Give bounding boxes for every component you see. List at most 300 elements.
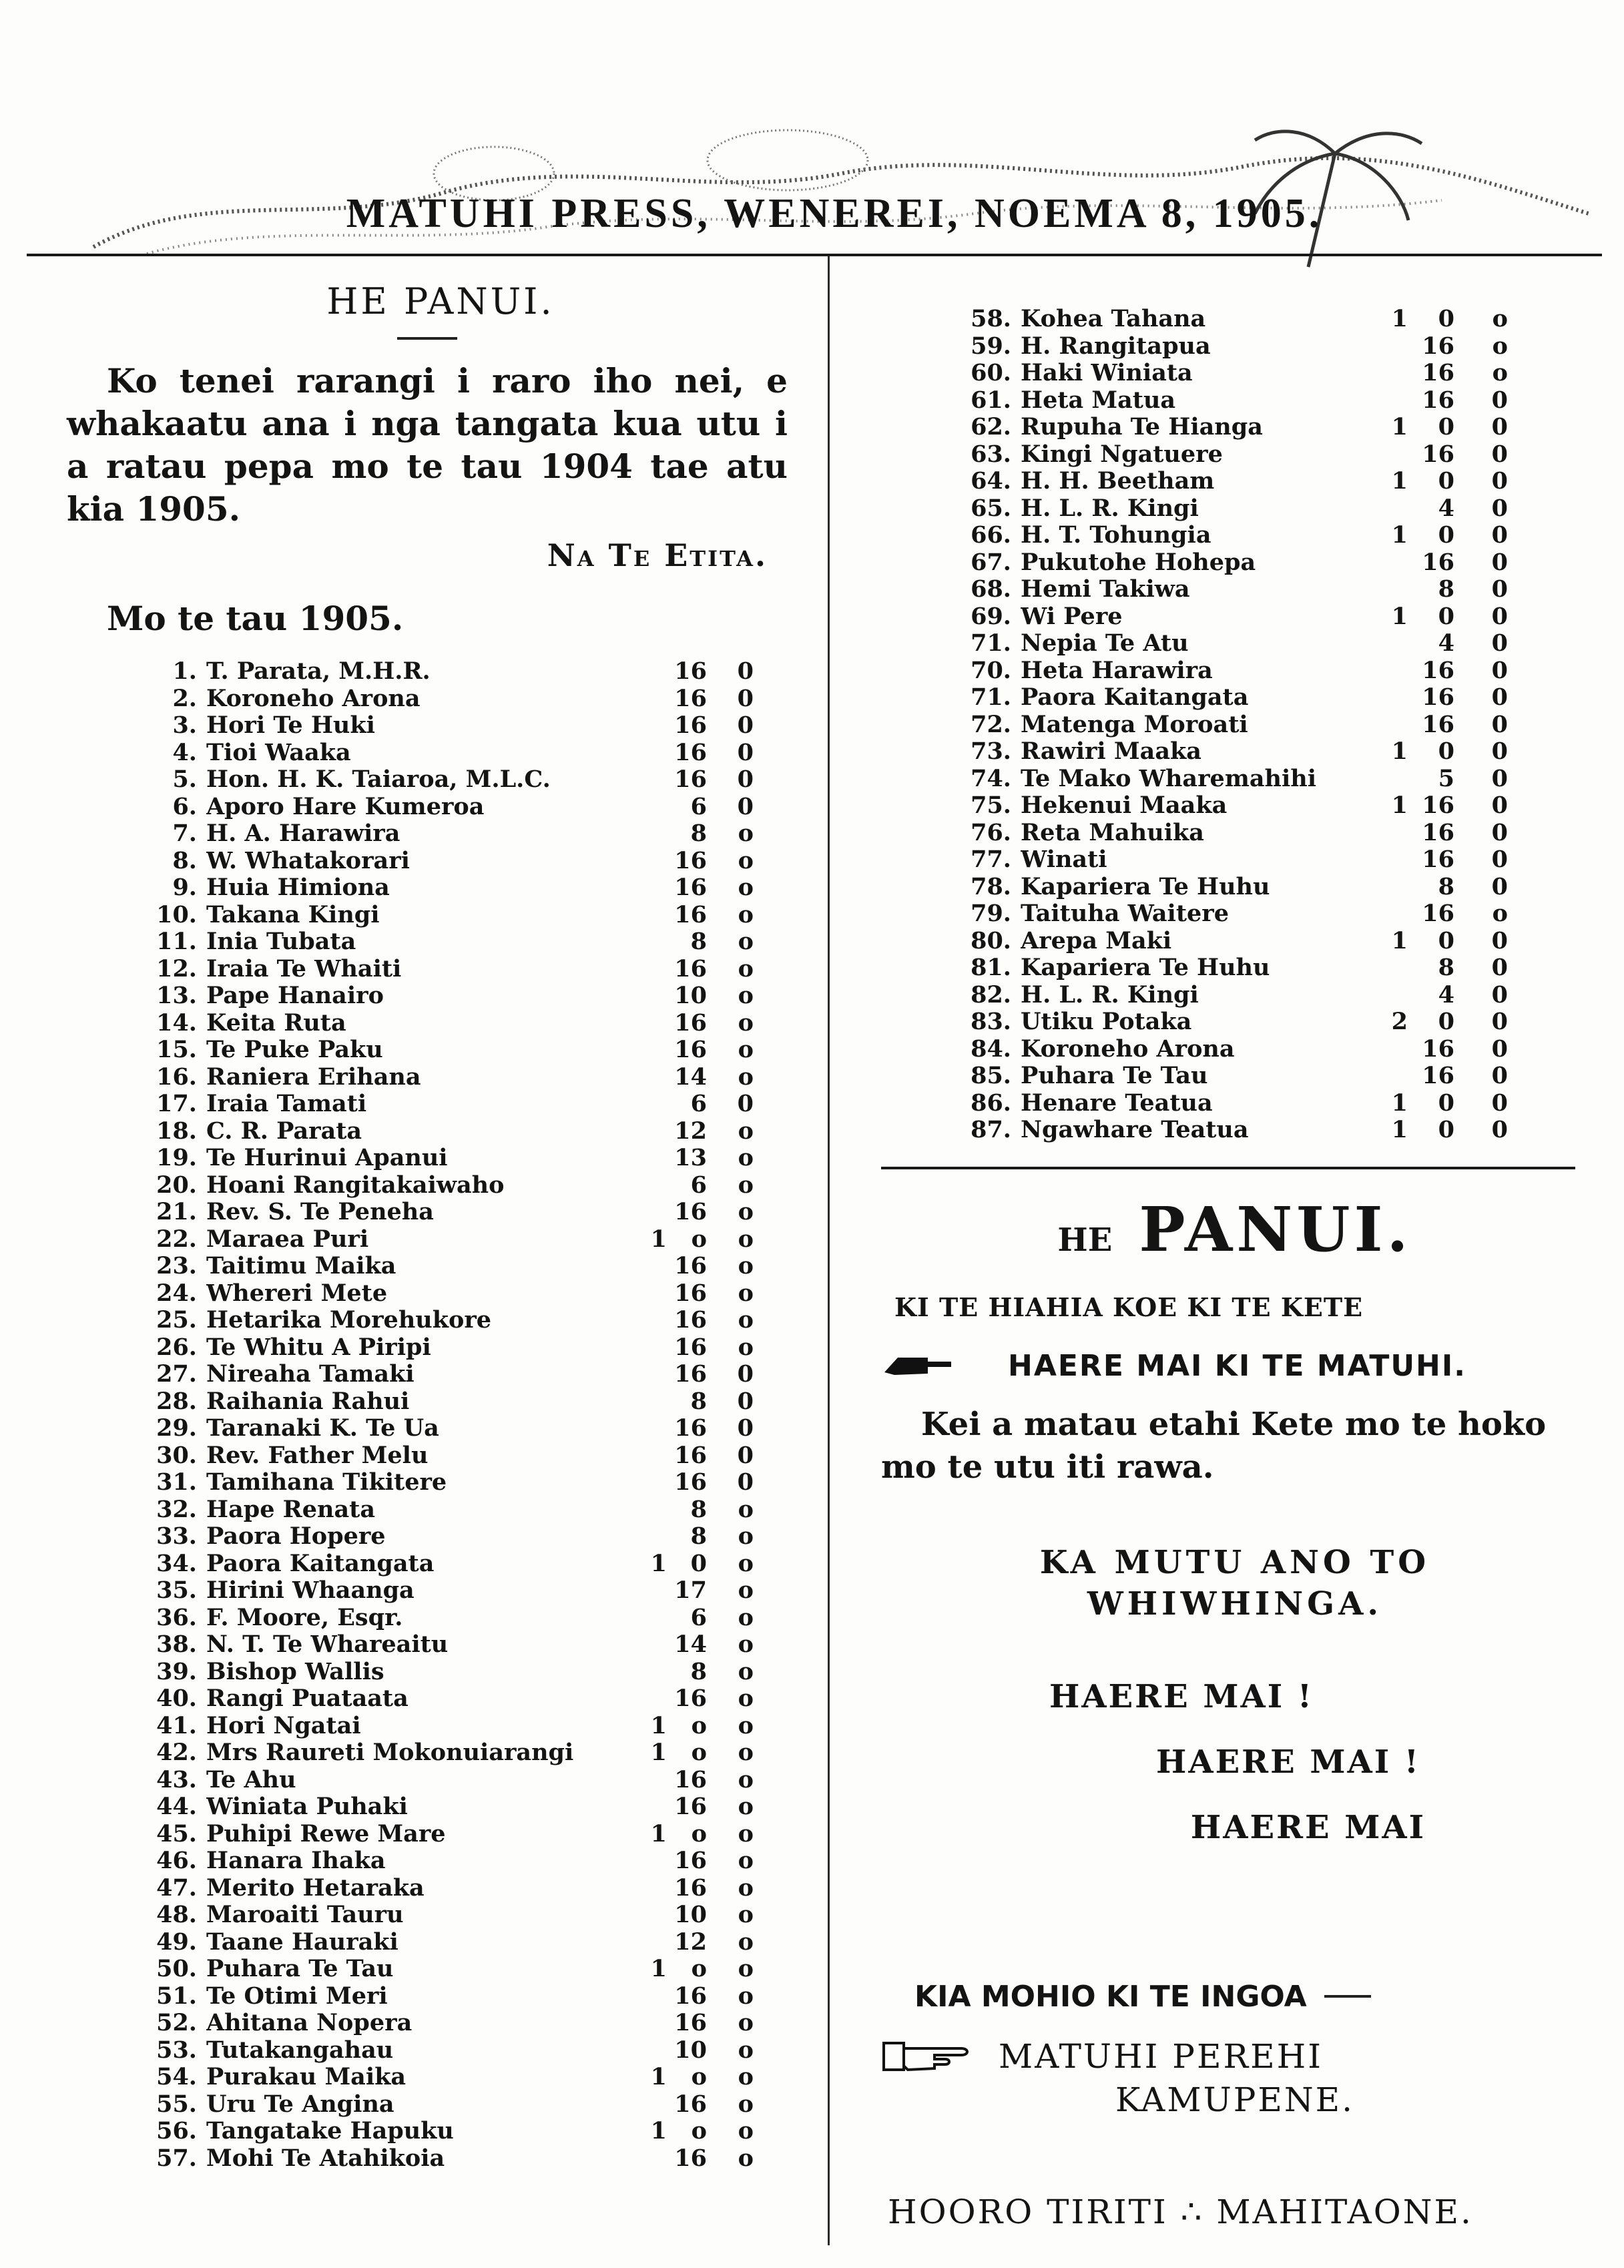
entry-name: Hape Renata	[206, 1496, 375, 1523]
entry-name: Maraea Puri	[206, 1225, 369, 1253]
entry-number: 44.	[156, 1793, 197, 1820]
entry-pence: o	[738, 1955, 754, 1982]
entry-pence: o	[738, 954, 754, 982]
list-item	[881, 468, 1589, 495]
entry-pence: o	[738, 1495, 754, 1523]
entry-number: 38.	[156, 1631, 197, 1658]
list-item	[67, 794, 788, 821]
entry-number: 27.	[156, 1360, 197, 1388]
list-item	[67, 1307, 788, 1334]
entry-name: Aporo Hare Kumeroa	[206, 793, 485, 820]
list-item	[67, 1739, 788, 1767]
entry-shillings: 16	[1422, 1062, 1454, 1089]
list-item	[67, 1037, 788, 1064]
list-item	[881, 495, 1589, 523]
entry-pence: o	[738, 2144, 754, 2172]
entry-shillings: 0	[1438, 1008, 1454, 1035]
entry-pounds: 1	[1391, 1089, 1408, 1117]
entry-number: 7.	[172, 820, 197, 847]
entry-name: Tangatake Hapuku	[206, 2118, 454, 2145]
list-item	[881, 549, 1589, 577]
entry-shillings: 0	[690, 1549, 707, 1577]
list-item	[881, 657, 1589, 685]
list-item	[67, 1469, 788, 1496]
entry-name: Reta Mahuika	[1021, 819, 1204, 846]
entry-number: 39.	[156, 1657, 197, 1685]
entry-pence: 0	[1491, 386, 1508, 414]
entry-pounds: 1	[1391, 926, 1408, 954]
entry-number: 2.	[172, 684, 197, 712]
entry-shillings: o	[691, 1955, 707, 1982]
entry-shillings: 10	[674, 1901, 707, 1928]
entry-number: 22.	[156, 1225, 197, 1253]
entry-shillings: 13	[674, 1144, 707, 1171]
entry-shillings: 8	[690, 1495, 707, 1523]
entry-name: Rangi Puataata	[206, 1685, 409, 1712]
entry-shillings: 16	[674, 1306, 707, 1334]
list-item	[67, 1793, 788, 1821]
entry-shillings: o	[691, 2117, 707, 2145]
entry-shillings: 8	[1438, 872, 1454, 900]
entry-name: Heta Matua	[1021, 386, 1176, 414]
list-item	[67, 902, 788, 929]
advert-title	[881, 1193, 1589, 1265]
list-item	[67, 1523, 788, 1550]
list-item	[881, 1036, 1589, 1063]
entry-shillings: 16	[1422, 792, 1454, 819]
entry-pence: 0	[1491, 575, 1508, 603]
entry-number: 76.	[971, 818, 1011, 846]
entry-number: 19.	[156, 1144, 197, 1171]
entry-name: Tutakangahau	[206, 2036, 394, 2064]
entry-name: Paora Hopere	[206, 1523, 386, 1550]
entry-pence: 0	[737, 1441, 754, 1469]
entry-name: Taranaki K. Te Ua	[206, 1415, 439, 1442]
entry-pounds: 1	[1391, 738, 1408, 765]
entry-pence: o	[738, 1225, 754, 1253]
entry-number: 63.	[971, 440, 1011, 468]
list-item	[67, 1848, 788, 1875]
entry-number: 64.	[971, 467, 1011, 495]
entry-pounds: 1	[1391, 413, 1408, 441]
list-item	[67, 1929, 788, 1956]
entry-pence: 0	[737, 657, 754, 685]
list-item	[67, 685, 788, 713]
entry-name: Winiata Puhaki	[206, 1793, 408, 1820]
entry-number: 56.	[156, 2117, 197, 2145]
entry-number: 21.	[156, 1198, 197, 1225]
entry-shillings: 16	[674, 900, 707, 928]
entry-shillings: 8	[690, 820, 707, 847]
entry-shillings: 16	[674, 874, 707, 901]
entry-pence: o	[738, 1765, 754, 1793]
list-item	[881, 900, 1589, 928]
list-item	[67, 1875, 788, 1902]
entry-shillings: 16	[674, 766, 707, 793]
entry-number: 82.	[971, 980, 1011, 1009]
entry-shillings: 16	[674, 657, 707, 685]
entry-name: Henare Teatua	[1021, 1089, 1213, 1117]
entry-shillings: 10	[674, 982, 707, 1009]
entry-pence: 0	[737, 712, 754, 739]
entry-name: Hemi Takiwa	[1021, 576, 1190, 603]
entry-name: Paora Kaitangata	[206, 1550, 435, 1577]
entry-name: Hori Ngatai	[206, 1712, 361, 1739]
entry-name: Koroneho Arona	[1021, 1035, 1235, 1063]
entry-number: 53.	[156, 2036, 197, 2064]
entry-shillings: 16	[674, 1874, 707, 1902]
list-item	[67, 820, 788, 848]
entry-pence: 0	[1491, 1008, 1508, 1035]
entry-name: Te Hurinui Apanui	[206, 1145, 448, 1171]
list-item	[881, 333, 1589, 360]
notice-intro: Ko tenei rarangi i raro iho nei, e whakaatu ana i nga tangata kua utu i a ratau pepa mo te tau 1904 tae atu kia 1905.	[67, 361, 788, 529]
entry-shillings: 16	[1422, 440, 1454, 468]
entry-name: Mohi Te Atahikoia	[206, 2145, 445, 2172]
entry-name: Rawiri Maaka	[1021, 738, 1201, 765]
entry-shillings: 16	[674, 954, 707, 982]
list-item	[67, 1118, 788, 1145]
entry-pence: 0	[737, 792, 754, 820]
entry-number: 86.	[971, 1089, 1011, 1117]
column-divider	[828, 256, 830, 2245]
right-column	[881, 280, 1589, 2231]
entry-name: Hirini Whaanga	[206, 1577, 415, 1604]
entry-number: 80.	[971, 926, 1011, 954]
entry-shillings: 16	[674, 1252, 707, 1280]
entry-pence: 0	[1491, 683, 1508, 711]
entry-shillings: 8	[690, 928, 707, 955]
entry-name: Kohea Tahana	[1021, 306, 1206, 332]
entry-shillings: 16	[674, 2009, 707, 2036]
entry-name: Rupuha Te Hianga	[1021, 414, 1263, 441]
entry-number: 68.	[971, 575, 1011, 603]
entry-pounds: 1	[650, 1549, 667, 1577]
advert-arrow-line	[881, 1349, 1589, 1383]
advert-kia-line	[914, 1980, 1589, 2014]
entry-name: Kingi Ngatuere	[1021, 441, 1223, 468]
advert-haere-2: HAERE MAI !	[1156, 1743, 1420, 1781]
entry-pence: 0	[1491, 494, 1508, 522]
list-item	[67, 1415, 788, 1442]
entry-name: H. H. Beetham	[1021, 468, 1215, 495]
advert-haere-1: HAERE MAI !	[1049, 1677, 1314, 1715]
entry-number: 14.	[156, 1009, 197, 1037]
entry-number: 32.	[156, 1495, 197, 1523]
list-item	[881, 982, 1589, 1009]
advert-subheading: KI TE HIAHIA KOE KI TE KETE	[894, 1292, 1364, 1322]
entry-pence: o	[738, 1171, 754, 1199]
entry-shillings: 17	[674, 1577, 707, 1604]
entry-pence: 0	[737, 1387, 754, 1415]
entry-pence: 0	[1491, 980, 1508, 1009]
entry-name: Ngawhare Teatua	[1021, 1117, 1249, 1143]
entry-name: Inia Tubata	[206, 928, 356, 955]
entry-number: 41.	[156, 1711, 197, 1739]
entry-shillings: 16	[674, 1360, 707, 1388]
entry-pence: 0	[1491, 792, 1508, 819]
entry-name: Raniera Erihana	[206, 1063, 421, 1091]
list-item	[67, 1821, 788, 1848]
list-item	[881, 306, 1589, 333]
entry-pence: o	[738, 1928, 754, 1956]
entry-shillings: 6	[690, 1090, 707, 1117]
entry-number: 54.	[156, 2063, 197, 2090]
entry-number: 79.	[971, 900, 1011, 927]
entry-number: 40.	[156, 1685, 197, 1712]
entry-name: Whereri Mete	[206, 1280, 388, 1307]
entry-number: 71.	[971, 683, 1011, 711]
entry-name: Nepia Te Atu	[1021, 630, 1189, 657]
entry-number: 72.	[971, 710, 1011, 738]
entry-pence: o	[1492, 359, 1508, 386]
entry-pence: 0	[737, 738, 754, 766]
list-item	[67, 848, 788, 875]
entry-pence: 0	[1491, 602, 1508, 630]
entry-name: Pape Hanairo	[206, 982, 384, 1009]
entry-number: 65.	[971, 494, 1011, 522]
entry-shillings: 16	[1422, 332, 1454, 360]
entry-name: Winati	[1021, 846, 1107, 873]
entry-pence: o	[738, 1333, 754, 1361]
entry-name: Ahitana Nopera	[206, 2010, 413, 2036]
entry-name: Iraia Tamati	[206, 1091, 367, 1117]
advert-kia-mohio: KIA MOHIO KI TE INGOA	[914, 1979, 1307, 2014]
entry-pence: o	[1492, 900, 1508, 927]
entry-pence: 0	[737, 1414, 754, 1442]
list-item	[67, 874, 788, 902]
list-item	[881, 414, 1589, 441]
list-item	[881, 792, 1589, 820]
list-item	[67, 928, 788, 956]
entry-shillings: 0	[1438, 467, 1454, 495]
entry-pence: o	[738, 1874, 754, 1902]
list-item	[67, 982, 788, 1010]
entry-name: Te Otimi Meri	[206, 1982, 388, 2010]
entry-number: 66.	[971, 521, 1011, 549]
entry-number: 52.	[156, 2009, 197, 2036]
entry-pounds: 1	[650, 1225, 667, 1253]
entry-number: 78.	[971, 872, 1011, 900]
entry-shillings: 16	[674, 1441, 707, 1469]
entry-name: Te Whitu A Piripi	[206, 1334, 431, 1361]
entry-number: 4.	[172, 738, 197, 766]
entry-name: Huia Himiona	[206, 874, 390, 901]
entry-number: 29.	[156, 1414, 197, 1442]
entry-name: Utiku Potaka	[1021, 1009, 1192, 1035]
entry-shillings: o	[691, 2063, 707, 2090]
entry-number: 48.	[156, 1901, 197, 1928]
entry-shillings: 16	[674, 1198, 707, 1225]
entry-number: 62.	[971, 413, 1011, 441]
advert-he: HE	[1057, 1221, 1113, 1259]
entry-shillings: 16	[674, 1009, 707, 1037]
list-item	[881, 684, 1589, 712]
entry-pence: o	[1492, 305, 1508, 332]
list-item	[881, 1090, 1589, 1117]
entry-number: 9.	[172, 874, 197, 901]
entry-shillings: 16	[1422, 900, 1454, 927]
entry-number: 47.	[156, 1874, 197, 1902]
entry-pence: o	[738, 1631, 754, 1658]
entry-name: W. Whatakorari	[206, 847, 410, 874]
list-item	[67, 1605, 788, 1632]
entry-name: Koroneho Arona	[206, 685, 421, 712]
entry-pounds: 1	[1391, 521, 1408, 549]
entry-shillings: 8	[1438, 954, 1454, 981]
entry-name: Keita Ruta	[206, 1009, 346, 1037]
advert-dash	[1324, 1995, 1371, 1998]
entry-shillings: 16	[674, 2144, 707, 2172]
entry-name: Rev. Father Melu	[206, 1442, 429, 1469]
list-item	[67, 1091, 788, 1118]
list-item	[67, 1983, 788, 2010]
masthead-title: MATUHI PRESS, WENEREI, NOEMA 8, 1905.	[346, 191, 1323, 236]
advert-haere-3: HAERE MAI	[1190, 1808, 1426, 1846]
entry-name: Tioi Waaka	[206, 739, 351, 766]
list-item	[881, 1063, 1589, 1090]
entry-number: 46.	[156, 1847, 197, 1874]
entry-pounds: 1	[650, 1711, 667, 1739]
entry-shillings: 16	[1422, 548, 1454, 576]
pointing-hand-icon	[881, 1352, 955, 1379]
entry-name: Puhipi Rewe Mare	[206, 1820, 446, 1848]
entry-name: Takana Kingi	[206, 901, 380, 928]
entry-pence: 0	[1491, 710, 1508, 738]
list-item	[67, 1902, 788, 1929]
entry-name: Kapariera Te Huhu	[1021, 954, 1270, 981]
entry-pence: 0	[1491, 954, 1508, 981]
entry-pence: 0	[737, 1468, 754, 1496]
entry-pence: 0	[1491, 629, 1508, 657]
entry-number: 13.	[156, 982, 197, 1009]
entry-shillings: 16	[674, 1414, 707, 1442]
list-item	[67, 1659, 788, 1686]
entry-pence: o	[738, 1549, 754, 1577]
list-item	[67, 2145, 788, 2173]
entry-shillings: 0	[1438, 413, 1454, 441]
year-heading: Mo te tau 1905.	[107, 599, 404, 638]
entry-name: Hanara Ihaka	[206, 1848, 386, 1874]
entry-name: N. T. Te Whareaitu	[206, 1631, 449, 1658]
list-item	[67, 1010, 788, 1037]
list-item	[67, 1550, 788, 1578]
entry-pence: 0	[1491, 521, 1508, 549]
entry-number: 59.	[971, 332, 1011, 360]
entry-shillings: 16	[674, 1036, 707, 1063]
entry-number: 34.	[156, 1549, 197, 1577]
entry-pence: o	[738, 846, 754, 874]
entry-pence: o	[738, 1819, 754, 1848]
list-item	[67, 1713, 788, 1740]
entry-number: 67.	[971, 548, 1011, 576]
list-item	[881, 954, 1589, 982]
entry-pence: 0	[1491, 846, 1508, 873]
entry-number: 83.	[971, 1008, 1011, 1035]
advert-panui: PANUI.	[1139, 1193, 1412, 1265]
entry-name: Mrs Raureti Mokonuiarangi	[206, 1739, 574, 1766]
entry-shillings: 4	[1438, 494, 1454, 522]
masthead	[67, 113, 1602, 294]
entry-shillings: o	[691, 1739, 707, 1766]
entry-number: 25.	[156, 1306, 197, 1334]
advert-matuhi-line	[881, 2036, 1589, 2076]
entry-pence: o	[738, 928, 754, 955]
entry-name: Purakau Maika	[206, 2064, 407, 2090]
entry-pence: 0	[1491, 1035, 1508, 1063]
entry-pence: o	[738, 982, 754, 1009]
entry-pence: 0	[1491, 1089, 1508, 1117]
list-item	[67, 1496, 788, 1524]
entry-pence: o	[738, 1117, 754, 1145]
list-item	[67, 2091, 788, 2118]
list-item	[67, 956, 788, 983]
advert-arrow-text: HAERE MAI KI TE MATUHI.	[1008, 1348, 1466, 1383]
entry-shillings: 16	[1422, 1035, 1454, 1063]
list-item	[881, 738, 1589, 766]
entry-shillings: 6	[690, 1171, 707, 1199]
entry-shillings: 0	[1438, 602, 1454, 630]
entry-number: 28.	[156, 1387, 197, 1415]
list-item	[67, 2118, 788, 2145]
entry-number: 35.	[156, 1577, 197, 1604]
list-item	[881, 928, 1589, 955]
entry-pence: o	[738, 1036, 754, 1063]
entry-number: 85.	[971, 1062, 1011, 1089]
entry-number: 23.	[156, 1252, 197, 1280]
list-item	[67, 658, 788, 685]
entry-pounds: 1	[1391, 602, 1408, 630]
entry-pence: o	[738, 2090, 754, 2118]
list-item	[881, 360, 1589, 387]
entry-shillings: 0	[1438, 926, 1454, 954]
entry-pence: o	[738, 1009, 754, 1037]
entry-number: 51.	[156, 1982, 197, 2010]
list-item	[881, 630, 1589, 657]
entry-number: 45.	[156, 1819, 197, 1848]
entry-shillings: 6	[690, 1603, 707, 1631]
entry-pounds: 1	[650, 1955, 667, 1982]
entry-pence: o	[738, 1279, 754, 1307]
subscriber-list-left	[67, 658, 788, 2172]
entry-shillings: 8	[690, 1657, 707, 1685]
entry-shillings: 8	[1438, 575, 1454, 603]
notice-signature: Na Te Etita.	[547, 537, 768, 573]
entry-number: 18.	[156, 1117, 197, 1145]
entry-pounds: 2	[1391, 1008, 1408, 1035]
entry-number: 50.	[156, 1955, 197, 1982]
entry-name: Wi Pere	[1021, 603, 1123, 630]
entry-name: Te Ahu	[206, 1766, 296, 1793]
entry-shillings: 8	[690, 1387, 707, 1415]
entry-pounds: 1	[650, 2063, 667, 2090]
list-item	[67, 2037, 788, 2064]
entry-name: Puhara Te Tau	[1021, 1063, 1208, 1089]
heading-rule	[397, 337, 457, 340]
entry-shillings: 12	[674, 1117, 707, 1145]
entry-shillings: 14	[674, 1063, 707, 1091]
entry-name: Nireaha Tamaki	[206, 1361, 415, 1388]
entry-pence: o	[738, 2036, 754, 2064]
entry-number: 1.	[172, 657, 197, 685]
entry-name: Pukutohe Hohepa	[1021, 549, 1256, 576]
entry-name: Raihania Rahui	[206, 1388, 410, 1415]
entry-number: 61.	[971, 386, 1011, 414]
list-item	[67, 1280, 788, 1308]
entry-name: Matenga Moroati	[1021, 711, 1248, 738]
entry-number: 49.	[156, 1928, 197, 1956]
entry-number: 16.	[156, 1063, 197, 1091]
